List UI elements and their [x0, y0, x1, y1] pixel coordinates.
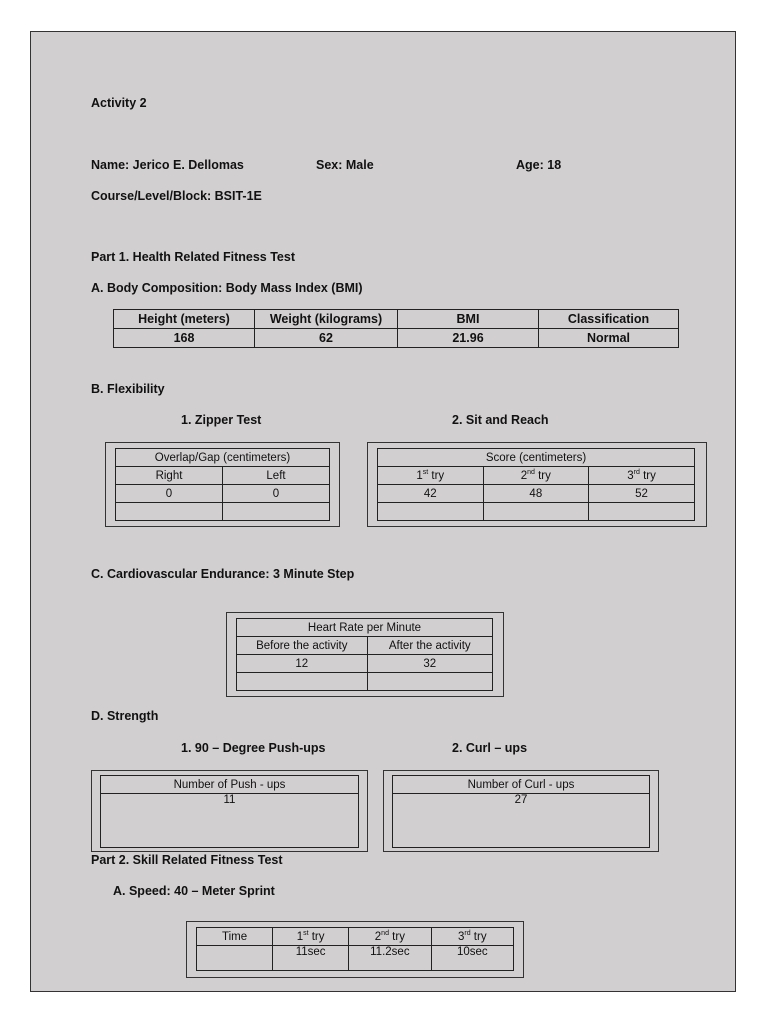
cardio-title: C. Cardiovascular Endurance: 3 Minute Step — [91, 567, 355, 581]
table-row — [393, 776, 650, 794]
part2-title: Part 2. Skill Related Fitness Test — [91, 853, 283, 867]
pushups-title: 1. 90 – Degree Push-ups — [181, 741, 326, 755]
sprint-col-3: 3rd try — [431, 928, 513, 946]
bmi-classification-value: Normal — [539, 329, 679, 348]
table-row — [114, 329, 679, 348]
curlups-value: 27 — [393, 794, 650, 848]
table-row — [101, 794, 359, 848]
heart-rate-table — [236, 618, 493, 691]
strength-title: D. Strength — [91, 709, 159, 723]
heart-col-after: After the activity — [367, 637, 492, 655]
sit-reach-col-2: 2nd try — [483, 467, 589, 485]
student-course: Course/Level/Block: BSIT-1E — [91, 189, 262, 203]
sit-reach-value-3: 52 — [589, 485, 695, 503]
sprint-col-2: 2nd try — [349, 928, 431, 946]
bmi-header-bmi: BMI — [398, 310, 539, 329]
pushups-frame — [91, 770, 368, 852]
zipper-left-value: 0 — [223, 485, 330, 503]
table-row — [116, 503, 330, 521]
student-name: Name: Jerico E. Dellomas — [91, 158, 244, 172]
document-page — [30, 31, 736, 992]
pushups-value: 11 — [101, 794, 359, 848]
curlups-title: 2. Curl – ups — [452, 741, 528, 755]
bmi-header-weight: Weight (kilograms) — [255, 310, 398, 329]
sit-reach-value-1: 42 — [378, 485, 484, 503]
sprint-value-1: 11sec — [273, 946, 349, 971]
bmi-height-value: 168 — [114, 329, 255, 348]
sprint-frame — [186, 921, 524, 978]
student-age: Age: 18 — [516, 158, 562, 172]
table-row — [393, 794, 650, 848]
sit-reach-title: 2. Sit and Reach — [452, 413, 549, 427]
sit-reach-frame — [367, 442, 707, 527]
table-row — [116, 449, 330, 467]
table-row — [237, 619, 493, 637]
heart-rate-frame — [226, 612, 504, 697]
zipper-table — [115, 448, 330, 521]
table-row — [237, 655, 493, 673]
sprint-time-label: Time — [197, 928, 273, 946]
table-row — [101, 776, 359, 794]
table-row — [116, 467, 330, 485]
table-row — [378, 485, 695, 503]
bmi-header-classification: Classification — [539, 310, 679, 329]
heart-col-before: Before the activity — [237, 637, 368, 655]
table-row — [114, 310, 679, 329]
table-row — [237, 637, 493, 655]
bmi-table — [113, 309, 679, 348]
sprint-col-1: 1st try — [273, 928, 349, 946]
pushups-header: Number of Push - ups — [101, 776, 359, 794]
bmi-value: 21.96 — [398, 329, 539, 348]
zipper-col-right: Right — [116, 467, 223, 485]
table-row — [378, 503, 695, 521]
zipper-right-value: 0 — [116, 485, 223, 503]
sit-reach-header: Score (centimeters) — [378, 449, 695, 467]
activity-title: Activity 2 — [91, 96, 147, 110]
zipper-col-left: Left — [223, 467, 330, 485]
sprint-table — [196, 927, 514, 971]
flexibility-title: B. Flexibility — [91, 382, 165, 396]
bmi-weight-value: 62 — [255, 329, 398, 348]
sit-reach-value-2: 48 — [483, 485, 589, 503]
pushups-table — [100, 775, 359, 848]
zipper-header: Overlap/Gap (centimeters) — [116, 449, 330, 467]
sprint-value-3: 10sec — [431, 946, 513, 971]
sit-reach-table — [377, 448, 695, 521]
table-row — [116, 485, 330, 503]
curlups-frame — [383, 770, 659, 852]
bmi-section-title: A. Body Composition: Body Mass Index (BMI) — [91, 281, 363, 295]
sit-reach-col-1: 1st try — [378, 467, 484, 485]
curlups-header: Number of Curl - ups — [393, 776, 650, 794]
table-row — [378, 449, 695, 467]
table-row — [197, 946, 514, 971]
curlups-table — [392, 775, 650, 848]
zipper-test-title: 1. Zipper Test — [181, 413, 262, 427]
sprint-title: A. Speed: 40 – Meter Sprint — [113, 884, 275, 898]
table-row — [237, 673, 493, 691]
sprint-value-2: 11.2sec — [349, 946, 431, 971]
bmi-header-height: Height (meters) — [114, 310, 255, 329]
student-sex: Sex: Male — [316, 158, 374, 172]
sit-reach-col-3: 3rd try — [589, 467, 695, 485]
table-row — [378, 467, 695, 485]
heart-before-value: 12 — [237, 655, 368, 673]
heart-rate-header: Heart Rate per Minute — [237, 619, 493, 637]
part1-title: Part 1. Health Related Fitness Test — [91, 250, 295, 264]
zipper-frame — [105, 442, 340, 527]
heart-after-value: 32 — [367, 655, 492, 673]
table-row — [197, 928, 514, 946]
